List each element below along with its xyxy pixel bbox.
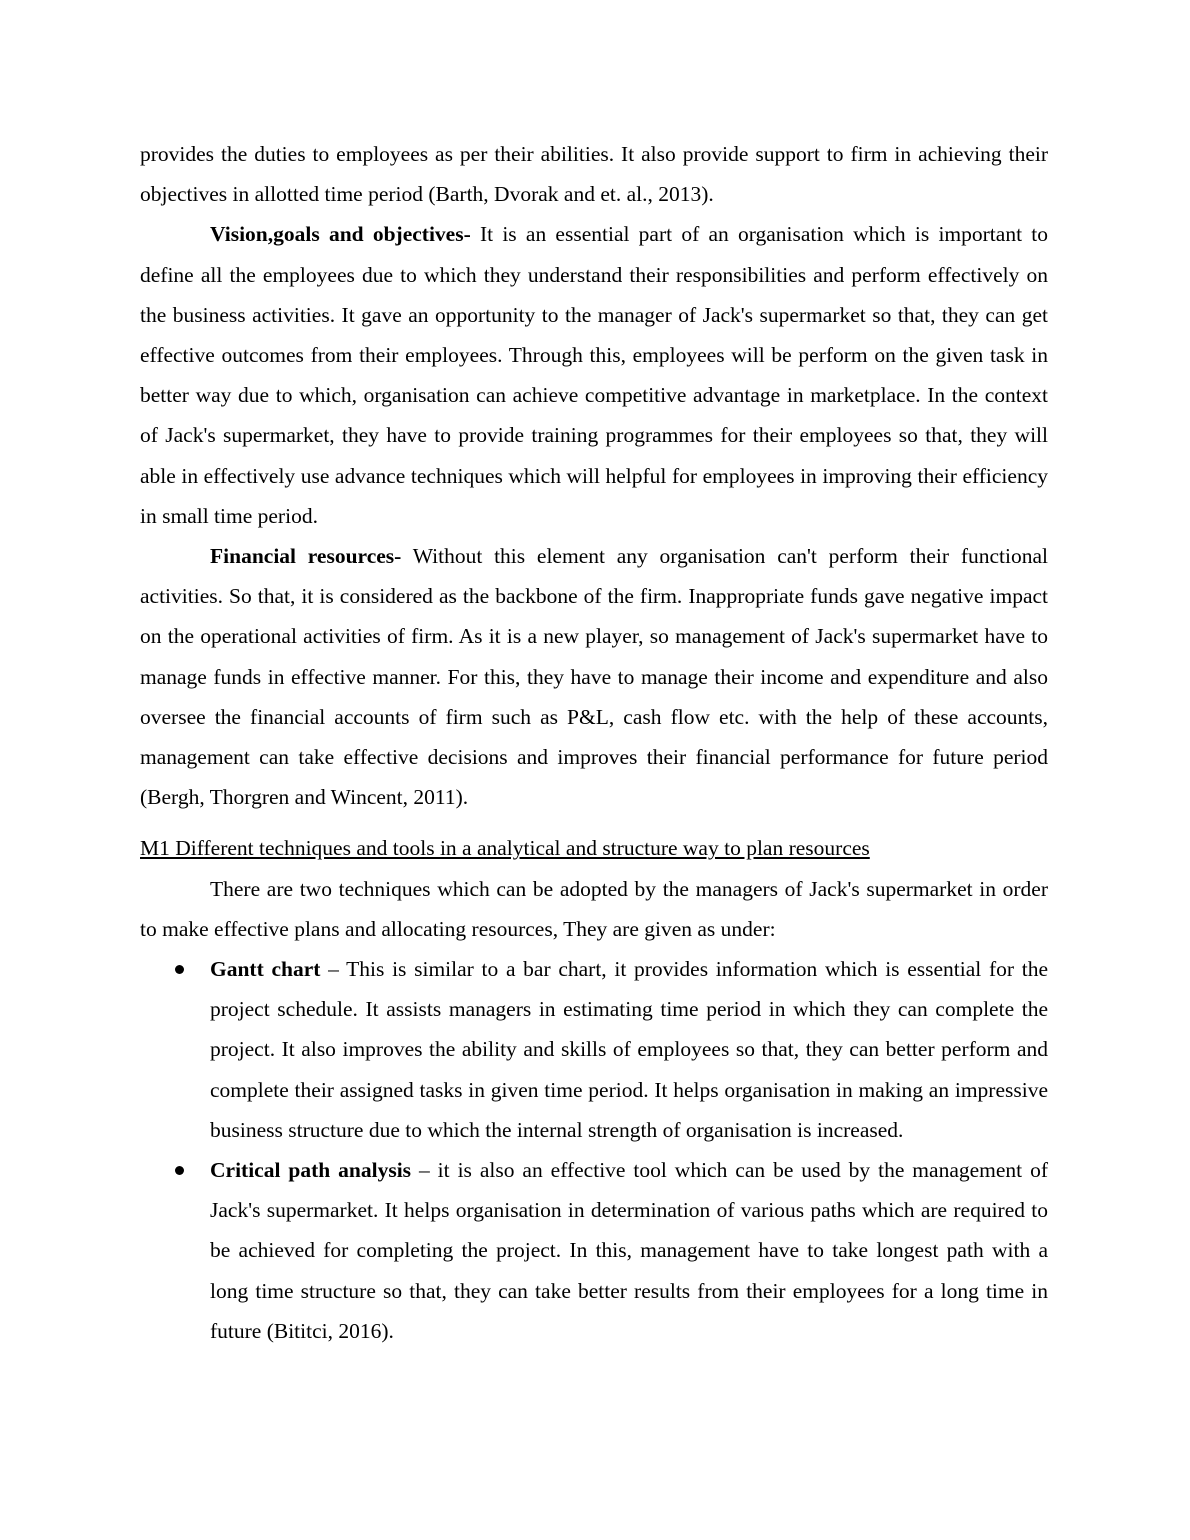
section-intro	[140, 869, 1048, 949]
paragraph-lead-term: Vision,goals and objectives-	[210, 222, 471, 247]
document-page	[140, 134, 1048, 1351]
paragraph-text: provides the duties to employees as per their abilities. It also provide support to firm in achieving their objectives in allotted time period (Barth, Dvorak and et. al., 2013).	[140, 142, 1048, 207]
paragraph-text: It is an essential part of an organisation which is important to define all the employees due to which they understand their responsibilities and perform effectively on the business activities. It gave an opportunity to the manager of Jack's supermarket so that, they can get effective outcomes from their employees. Through this, employees will be perform on the given task in better way due to which, organisation can achieve competitive advantage in marketplace. In the context of Jack's supermarket, they have to provide training programmes for their employees so that, they will able in effectively use advance techniques which will helpful for employees in improving their efficiency in small time period.	[140, 222, 1048, 528]
paragraph-vision-goals	[140, 214, 1048, 536]
paragraph-continuation	[140, 134, 1048, 214]
techniques-list	[140, 949, 1048, 1351]
paragraph-financial-resources	[140, 536, 1048, 817]
list-item-lead-term: Gantt chart	[210, 957, 321, 982]
paragraph-text: There are two techniques which can be adopted by the managers of Jack's supermarket in order to make effective plans and allocating resources, They are given as under:	[140, 876, 1048, 941]
bullet-icon	[175, 965, 184, 974]
section-heading: M1 Different techniques and tools in a analytical and structure way to plan resources	[140, 836, 870, 861]
list-item-text: – This is similar to a bar chart, it provides information which is essential for the project schedule. It assists managers in estimating time period in which they can complete the project. It also improves the ability and skills of employees so that, they can better perform and complete their assigned tasks in given time period. It helps organisation in making an impressive business structure due to which the internal strength of organisation is increased.	[210, 957, 1048, 1142]
list-item-lead-term: Critical path analysis	[210, 1158, 412, 1183]
list-item-text: – it is also an effective tool which can be used by the management of Jack's supermarket. It helps organisation in determination of various paths which are required to be achieved for completing the project. In this, management have to take longest path with a long time structure so that, they can take better results from their employees for a long time in future (Bititci, 2016).	[210, 1158, 1048, 1343]
paragraph-lead-term: Financial resources-	[210, 544, 402, 569]
paragraph-text: Without this element any organisation can't perform their functional activities. So that, it is considered as the backbone of the firm. Inappropriate funds gave negative impact on the operational activities of firm. As it is a new player, so management of Jack's supermarket have to manage funds in effective manner. For this, they have to manage their income and expenditure and also oversee the financial accounts of firm such as P&L, cash flow etc. with the help of these accounts, management can take effective decisions and improves their financial performance for future period (Bergh, Thorgren and Wincent, 2011).	[140, 544, 1048, 810]
list-item-gantt-chart	[140, 949, 1048, 1150]
bullet-icon	[175, 1166, 184, 1175]
list-item-critical-path	[140, 1150, 1048, 1351]
